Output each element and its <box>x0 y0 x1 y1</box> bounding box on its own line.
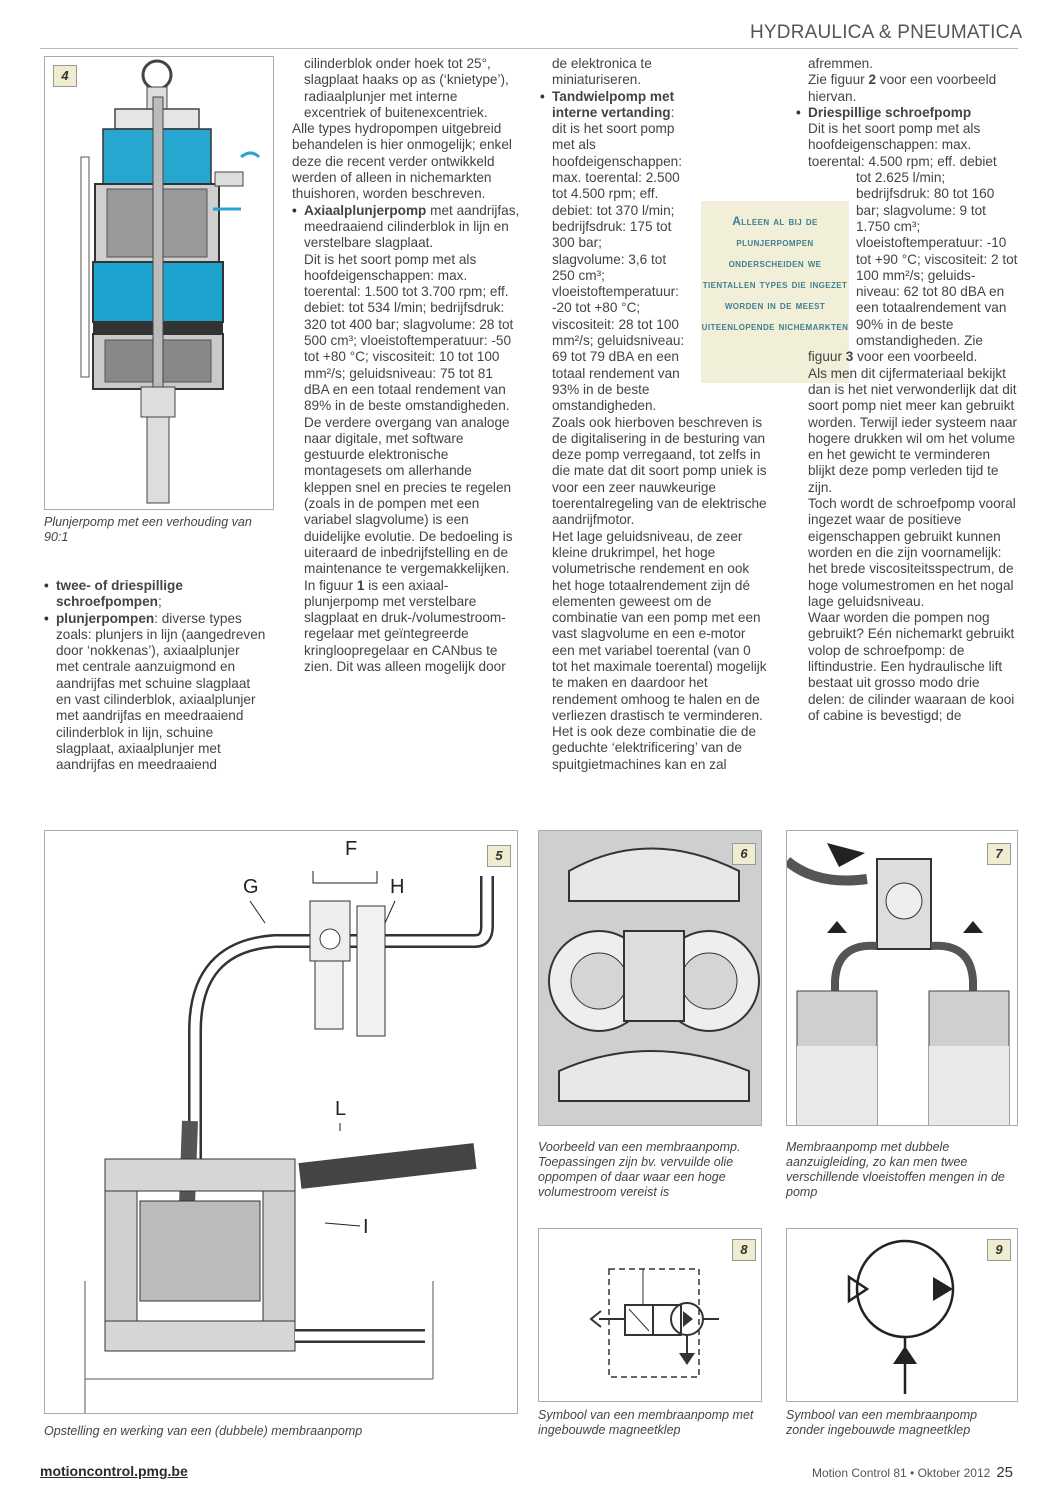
paragraph: Zie figuur 2 voor een voorbeeld hiervan. <box>808 72 997 104</box>
paragraph: Zoals ook hierboven beschreven is de digitalisering in de besturing van deze pomp verregaand, tot zelfs in die mate dat dit soort pomp uniek is voor een zeer nauwkeurige toerentalregeling van de elektrische aandrijfmotor. <box>552 414 767 528</box>
figure-number: 4 <box>53 65 77 87</box>
label-f: F <box>345 838 358 860</box>
figure-number: 6 <box>732 843 756 865</box>
figure-7-caption: Membraanpomp met dubbele aanzuigleiding, zo kan men twee verschillende vloeistoffen mengen in de pomp <box>786 1140 1005 1199</box>
figure-number: 5 <box>487 845 511 867</box>
figure-9-caption: Symbool van een membraanpomp zonder ingebouwde magneetklep <box>786 1408 978 1437</box>
paragraph: tot 2.625 l/min; bedrijfsdruk: 80 tot 160 bar; slagvolume: 9 tot 1.750 cm³; vloeistoftemperatuur: -10 tot +90 °C; viscositeit: 2 tot 100 mm²/s; geluids-niveau: 62 tot 80 dBA en een totaalrendement van 90% in de beste omstandigheden. Zie <box>856 170 1018 349</box>
paragraph: In figuur 1 is een axiaal-plunjerpomp met verstelbare slagplaat en druk-/volumestroom-regelaar met geïntegreerde kringloopregelaar en CANbus te zien. Dit was alleen mogelijk door <box>304 577 506 674</box>
pump-with-solenoid-symbol <box>539 1229 761 1401</box>
figure-8 <box>538 1228 762 1402</box>
paragraph: Als men dit cijfermateriaal bekijkt dan is het niet verwonderlijk dat dit soort pomp niet meer kan gebruikt worden. Terwijl ieder systeem naar hogere drukken wil om het volume en het gewicht te verminderen blijkt deze pomp verleden tijd te zijn. <box>808 365 1018 495</box>
page-number: 25 <box>996 1464 1013 1481</box>
label-l: L <box>335 1098 347 1120</box>
figure-4 <box>44 56 274 510</box>
bullet-text: met aandrijfas, meedraaiend cilinderblok in lijn en verstelbare slagplaat. <box>304 202 520 251</box>
figure-4-caption: Plunjerpomp met een verhouding van 90:1 <box>44 515 252 544</box>
header-rule <box>40 48 1018 49</box>
column-2 <box>292 56 520 675</box>
paragraph: Alle types hydropompen uitgebreid behandelen is hier onmogelijk; enkel deze die recent verder ontwikkeld werden of alleen in nichemarkten thuishoren, worden beschreven. <box>292 121 512 202</box>
figure-6 <box>538 830 762 1126</box>
membrane-pump-photo <box>539 831 761 1125</box>
paragraph: Dit is het soort pomp met als hoofdeigenschappen: max. toerental: 4.500 rpm; eff. debiet <box>808 121 997 169</box>
figure-6-caption: Voorbeeld van een membraanpomp. Toepassingen zijn bv. vervuilde olie oppompen of daar waar een hoge volumestroom vereist is <box>538 1140 741 1199</box>
paragraph: Dit is het soort pomp met als hoofdeigenschappen: max. toerental: 1.500 tot 3.700 rpm; eff. debiet: tot 534 l/min; bedrijfsdruk: 320 tot 400 bar; slagvolume: 28 tot 500 cm³; vloeistoftemperatuur: -50 tot +80 °C; viscositeit: 10 tot 100 mm²/s; geluidsniveau: 75 tot 81 dBA en een totaal rendement van 89% in de beste omstandigheden. <box>304 251 514 414</box>
label-i: I <box>363 1216 369 1238</box>
membrane-pump-setup-diagram <box>45 831 517 1413</box>
paragraph: Waar worden die pompen nog gebruikt? Eén nichemarkt gebruikt volop de schroefpomp: de liftindustrie. Een hydraulische lift bestaat uit grosso modo drie delen: de cilinder waaraan de kooi of cabine is bevestigd; de <box>808 610 1015 723</box>
figure-5-caption: Opstelling en werking van een (dubbele) membraanpomp <box>44 1424 363 1438</box>
paragraph: Toch wordt de schroefpomp vooral ingezet waar de positieve eigenschappen gebruikt kunnen worden en die zijn voornamelijk: het brede viscositeitsspectrum, de hoge volumestromen en het nogal lage geluidsniveau. <box>808 496 1016 609</box>
column-1: • twee- of driespillige schroefpompen; • plunjerpompen: diverse types zoals: plunjers in lijn (aangedreven door ‘nokkenas’), axiaalplunjer met centrale aanzuigmond en aandrijfas met schuine slagplaat en vast cilinderblok, axiaalplunjer met aandrijfas en meedraaiend cilinderblok in lijn, schuine slagplaat, axiaalplunjer met aandrijfas en meedraaiend <box>44 578 266 774</box>
paragraph: Het lage geluidsniveau, de zeer kleine drukrimpel, het hoge volumetrische rendement en ook het hoge totaalrendement zijn dé elementen geweest om de combinatie van een pomp met een vast slagvolume en een e-motor een met variabel toerental (van 0 tot het maximale toerental) mogelijk te maken en daardoor het rendement omhoog te halen en de verliezen drastisch te verminderen. <box>552 528 767 723</box>
bullet-title: plunjerpompen <box>56 610 155 626</box>
column-4 <box>796 56 1018 724</box>
paragraph: De verdere overgang van analoge naar digitale, met software gestuurde elektronische montagesets om allerhande kleppen snel en precies te regelen (zoals in de pompen met een variabel slagvolume) is een duidelijke evolutie. De bedoeling is uiteraard de inbedrijfstelling en de maintenance te vergemakkelijken. <box>304 414 513 577</box>
plunger-pump-illustration <box>45 57 273 509</box>
paragraph: slagvolume: 3,6 tot 250 cm³; vloeistoftemperatuur: -20 tot +80 °C; viscositeit: 28 tot 100 mm²/s; geluidsniveau: 69 tot 79 dBA en een totaal rendement van 93% in de beste omstandigheden. <box>552 251 685 414</box>
figure-number: 7 <box>987 843 1011 865</box>
label-g: G <box>243 876 259 898</box>
pull-quote: Alleen al bij de plunjerpompen onderscheiden we tientallen types die ingezet worden in de meest uiteenlopende nichemarkten <box>701 201 849 383</box>
paragraph: Het is ook deze combinatie die de geduchte ‘elektrificering’ van de spuitgietmachines kan en zal <box>552 724 757 772</box>
bullet-title: twee- of driespillige schroefpompen <box>56 578 183 610</box>
footer-issue: Motion Control 81 • Oktober 2012 25 <box>812 1464 1013 1481</box>
bullet-text: : diverse types zoals: plunjers in lijn (aangedreven door ‘nokkenas’), axiaalplunjer met centrale aanzuigmond en aandrijfas met schuine slagplaat en vast cilinderblok, axiaalplunjer met aandrijfas en meedraaiend cilinderblok in lijn, schuine slagplaat, axiaalplunjer met aandrijfas en meedraaiend <box>56 610 266 773</box>
figure-8-caption: Symbool van een membraanpomp met ingebouwde magneetklep <box>538 1408 754 1437</box>
figure-number: 9 <box>987 1239 1011 1261</box>
figure-9 <box>786 1228 1018 1402</box>
footer-site-link[interactable]: motioncontrol.pmg.be <box>40 1463 188 1479</box>
section-title: HYDRAULICA & PNEUMATICA <box>750 22 1023 43</box>
paragraph: cilinderblok onder hoek tot 25°, slagplaat haaks op as (‘knietype’), radiaalplunjer met interne excentriek of buitenexcentriek. <box>304 56 509 120</box>
column-3 <box>540 56 767 773</box>
paragraph: de elektronica te miniaturiseren. <box>552 56 652 88</box>
bullet-title: Driespillige schroefpomp <box>808 104 972 120</box>
paragraph: afremmen. <box>808 56 873 71</box>
pump-without-solenoid-symbol <box>787 1229 1017 1401</box>
figure-number: 8 <box>732 1239 756 1261</box>
figure-5 <box>44 830 518 1414</box>
figure-7 <box>786 830 1018 1126</box>
bullet-title: Tandwielpomp met interne vertanding <box>552 88 675 120</box>
label-h: H <box>390 876 405 898</box>
paragraph: figuur 3 voor een voorbeeld. <box>808 349 978 365</box>
bullet-text: : dit is het soort pomp met als hoofdeigenschappen: max. toerental: 2.500 tot 4.500 rpm; eff. debiet: tot 370 l/min; bedrijfsdruk: 175 tot 300 bar; <box>552 104 683 251</box>
bullet-title: Axiaalplunjerpomp <box>304 202 427 218</box>
double-intake-pump-illustration <box>787 831 1017 1125</box>
